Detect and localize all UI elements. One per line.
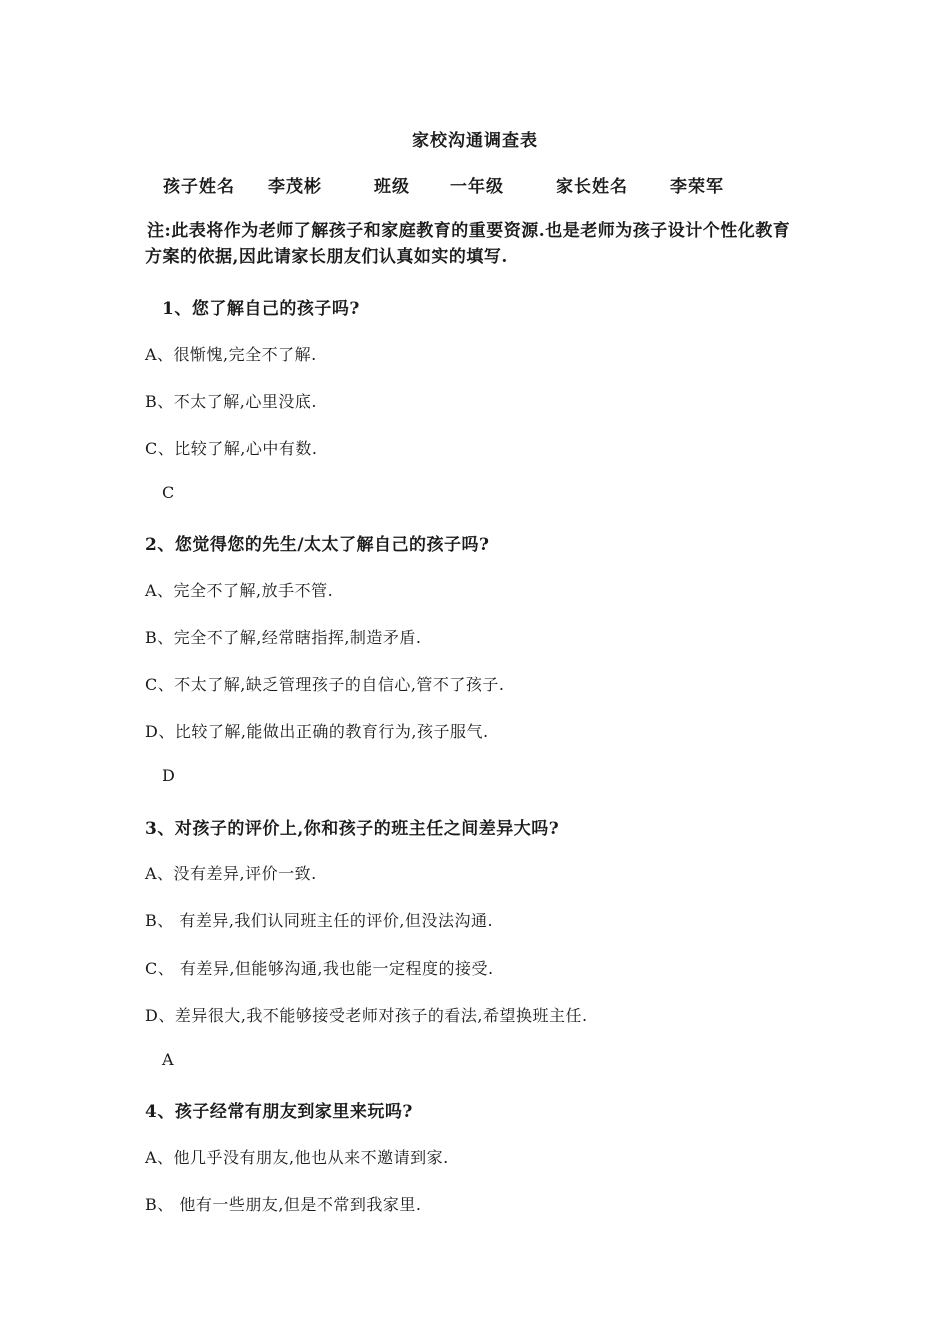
option-4a: A、他几乎没有朋友,他也从来不邀请到家. (145, 1148, 449, 1167)
option-3a: A、没有差异,评价一致. (145, 864, 317, 883)
option-2d: D、比较了解,能做出正确的教育行为,孩子服气. (145, 722, 489, 741)
option-3c: C、 有差异,但能够沟通,我也能一定程度的接受. (145, 959, 494, 978)
option-2a: A、完全不了解,放手不管. (145, 581, 334, 600)
option-4b: B、 他有一些朋友,但是不常到我家里. (145, 1195, 422, 1214)
class-label: 班级 (374, 177, 410, 197)
question-4: 4、孩子经常有朋友到家里来玩吗? (145, 1102, 413, 1122)
option-3d: D、差异很大,我不能够接受老师对孩子的看法,希望换班主任. (145, 1006, 588, 1025)
option-1b: B、不太了解,心里没底. (145, 392, 317, 411)
option-3b: B、 有差异,我们认同班主任的评价,但没法沟通. (145, 911, 494, 930)
answer-3: A (162, 1050, 175, 1069)
info-row (0, 172, 950, 196)
option-2b: B、完全不了解,经常瞎指挥,制造矛盾. (145, 628, 422, 647)
parent-name-value: 李荣军 (670, 177, 724, 197)
option-1c: C、比较了解,心中有数. (145, 439, 318, 458)
class-value: 一年级 (450, 177, 504, 197)
question-1: 1、您了解自己的孩子吗? (162, 299, 360, 319)
document-title: 家校沟通调查表 (412, 131, 538, 151)
instruction-note: 注:此表将作为老师了解孩子和家庭教育的重要资源.也是老师为孩子设计个性化教育方案的依据,因此请家长朋友们认真如实的填写. (145, 221, 791, 267)
question-3: 3、对孩子的评价上,你和孩子的班主任之间差异大吗? (145, 819, 560, 839)
parent-name-label: 家长姓名 (556, 177, 628, 197)
question-2: 2、您觉得您的先生/太太了解自己的孩子吗? (145, 535, 490, 555)
answer-2: D (162, 766, 176, 785)
option-2c: C、不太了解,缺乏管理孩子的自信心,管不了孩子. (145, 675, 505, 694)
option-1a: A、很惭愧,完全不了解. (145, 345, 317, 364)
child-name-label: 孩子姓名 (163, 177, 235, 197)
child-name-value: 李茂彬 (268, 177, 322, 197)
answer-1: C (162, 483, 175, 502)
